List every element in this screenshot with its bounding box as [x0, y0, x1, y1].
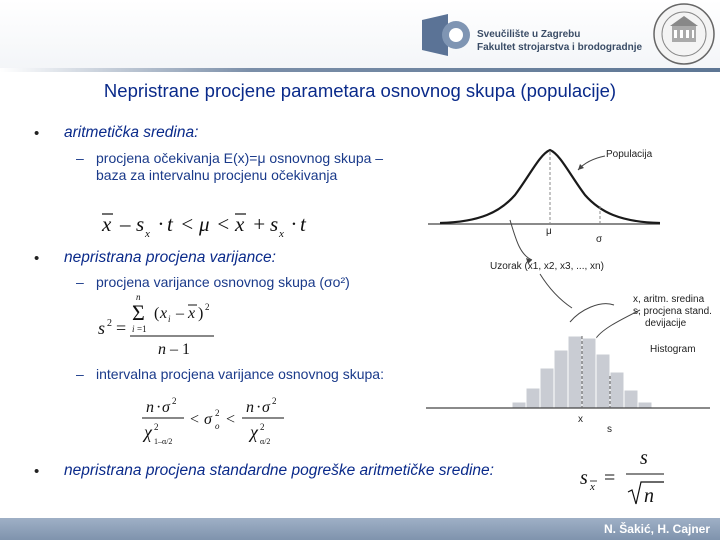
variance-interval-formula [140, 392, 320, 448]
footer-authors: N. Šakić, H. Cajner [603, 522, 710, 536]
svg-text:μ: μ [199, 212, 210, 236]
section-1-sub: procjena očekivanja E(x)=μ osnovnog skupa – baza za intervalnu procjenu očekivanja [96, 150, 384, 183]
svg-text:s: s [640, 447, 648, 469]
svg-text:i: i [168, 314, 171, 324]
stats-line-2: s, procjena stand. [633, 306, 712, 317]
histogram-bar [540, 368, 554, 408]
svg-text:·: · [158, 212, 164, 236]
svg-text:(: ( [154, 305, 160, 322]
svg-text:s: s [136, 212, 145, 236]
svg-text:<: < [180, 212, 195, 236]
sample-mean-label: x [578, 414, 583, 425]
svg-text:·: · [291, 212, 297, 236]
mu-label: μ [546, 226, 552, 237]
svg-text:χ: χ [250, 422, 258, 442]
university-name [477, 28, 642, 54]
histogram-label: Histogram [650, 344, 696, 355]
variance-formula [96, 290, 226, 358]
svg-text:α/2: α/2 [260, 437, 271, 446]
histogram-bar [554, 350, 568, 408]
section-1-dash: – [76, 150, 84, 166]
histogram-bar [624, 390, 638, 408]
svg-text:t: t [167, 212, 173, 236]
svg-text:): ) [198, 305, 204, 322]
svg-text:Σ: Σ [132, 300, 145, 325]
svg-text:2: 2 [107, 318, 112, 329]
svg-text:s: s [98, 318, 106, 338]
svg-text:s: s [270, 212, 279, 236]
svg-text:=1: =1 [137, 324, 147, 334]
svg-text:n: n [644, 485, 654, 507]
section-1-heading: aritmetička sredina: [64, 124, 199, 141]
svg-text:<: < [226, 411, 236, 428]
svg-text:x: x [590, 481, 595, 493]
sample-label: Uzorak (x1, x2, x3, ..., xn) [490, 261, 604, 272]
faculty-seal-icon [652, 2, 716, 66]
svg-text:+: + [252, 212, 267, 236]
svg-text:–: – [176, 305, 184, 322]
svg-text:σ: σ [162, 399, 170, 416]
svg-text:o: o [215, 421, 220, 431]
section-2-dash-1: – [76, 274, 84, 290]
svg-text:x: x [160, 305, 168, 322]
svg-text:<: < [190, 411, 200, 428]
sigma-label: σ [596, 234, 603, 245]
svg-text:–: – [120, 212, 131, 236]
section-2-sub-1: procjena varijance osnovnog skupa (σo²) [96, 274, 350, 290]
stats-line-3: devijacije [645, 318, 687, 329]
histogram-bar [582, 338, 596, 408]
svg-text:x: x [188, 305, 196, 322]
svg-text:x: x [102, 212, 112, 236]
svg-text:1–α/2: 1–α/2 [154, 437, 173, 446]
svg-text:2: 2 [272, 396, 277, 406]
svg-text:σ: σ [204, 411, 212, 428]
svg-text:t: t [300, 212, 306, 236]
svg-text:n: n [146, 399, 154, 416]
section-3-heading: nepristrana procjena standardne pogreške aritmetičke sredine: [64, 462, 494, 479]
histogram-bar [512, 402, 526, 408]
bullet-1: • [34, 125, 40, 142]
university-line2: Fakultet strojarstva i brodogradnje [477, 42, 643, 53]
bullet-3: • [34, 463, 40, 480]
svg-text:=: = [604, 467, 616, 489]
svg-text:σ: σ [262, 399, 270, 416]
svg-text:– 1: – 1 [170, 341, 190, 358]
histogram-bar [610, 372, 624, 408]
svg-text:n: n [158, 341, 166, 358]
svg-text:=: = [116, 318, 127, 338]
header-divider [0, 68, 720, 72]
svg-text:<: < [216, 212, 231, 236]
population-sample-figure [420, 140, 720, 440]
svg-text:2: 2 [172, 396, 177, 406]
population-label: Populacija [606, 149, 653, 160]
svg-text:x: x [235, 212, 245, 236]
svg-text:n: n [246, 399, 254, 416]
svg-text:2: 2 [260, 422, 265, 432]
university-line1: Sveučilište u Zagrebu [477, 29, 581, 40]
standard-error-formula [578, 446, 668, 510]
confidence-interval-formula [100, 204, 320, 240]
svg-text:i: i [132, 324, 135, 334]
svg-text:n: n [136, 292, 141, 302]
stats-line-1: x, aritm. sredina [633, 294, 705, 305]
histogram-bar [638, 402, 652, 408]
svg-text:x: x [145, 228, 150, 240]
page-title: Nepristrane procjene parametara osnovnog skupa (populacije) [103, 80, 617, 101]
section-2-heading: nepristrana procjena varijance: [64, 249, 276, 266]
svg-text:·: · [156, 399, 162, 416]
section-2-dash-2: – [76, 366, 84, 382]
svg-text:2: 2 [205, 302, 210, 312]
bullet-2: • [34, 250, 40, 267]
histogram-bar [568, 336, 582, 408]
svg-text:s: s [580, 467, 588, 489]
section-2-sub-2: intervalna procjena varijance osnovnog skupa: [96, 366, 384, 382]
svg-text:x: x [279, 228, 284, 240]
histogram-bar [596, 354, 610, 408]
svg-text:2: 2 [215, 408, 220, 418]
sample-sd-label: s [607, 424, 612, 435]
svg-text:2: 2 [154, 422, 159, 432]
university-logo-icon [418, 10, 476, 60]
svg-text:χ: χ [144, 422, 152, 442]
svg-text:·: · [256, 399, 262, 416]
histogram-bar [526, 388, 540, 408]
